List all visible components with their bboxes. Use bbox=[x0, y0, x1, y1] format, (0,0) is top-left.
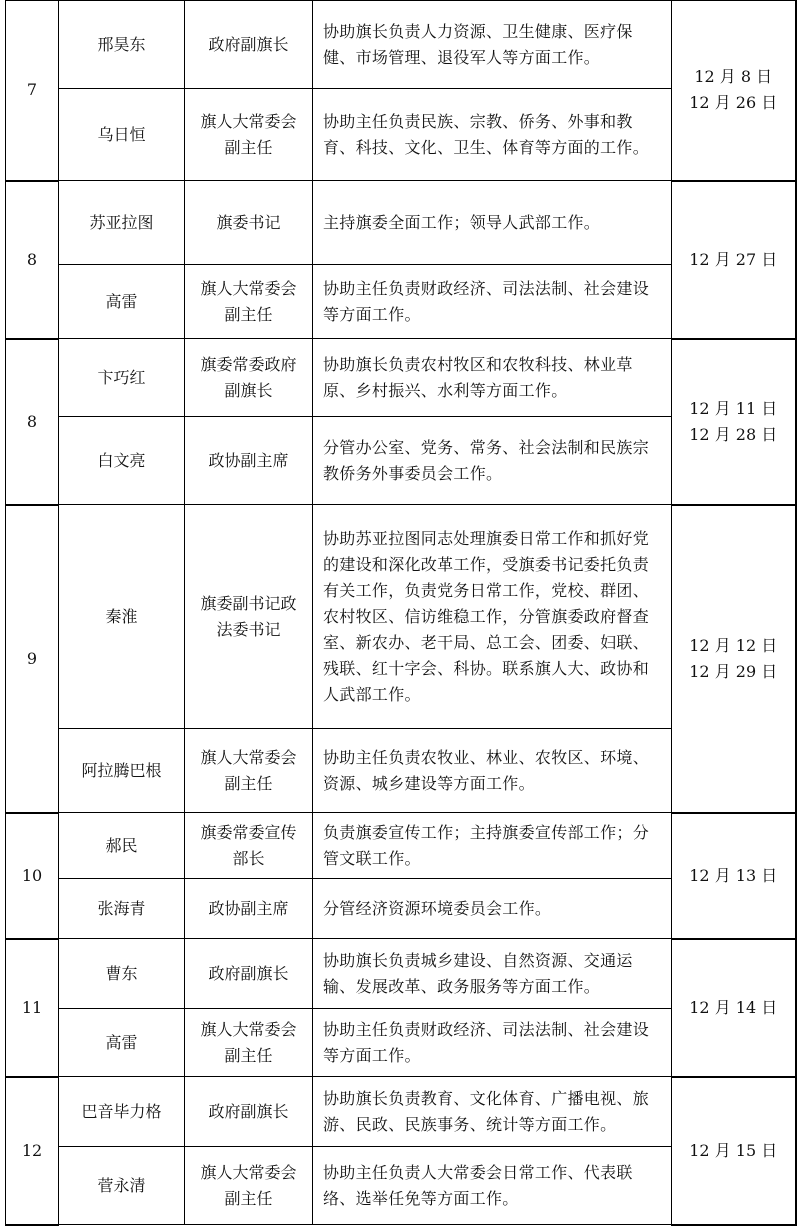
member-name: 曹东 bbox=[59, 939, 185, 1009]
group-number: 12 bbox=[6, 1077, 59, 1225]
member-name: 郝民 bbox=[59, 813, 185, 879]
member-duties: 协助主任负责财政经济、司法法制、社会建设等方面工作。 bbox=[313, 265, 672, 339]
member-position: 旗人大常委会副主任 bbox=[185, 265, 313, 339]
member-duties: 协助主任负责人大常委会日常工作、代表联络、选举任免等方面工作。 bbox=[313, 1147, 672, 1225]
schedule-row bbox=[6, 181, 796, 265]
member-position: 旗委常委政府副旗长 bbox=[185, 339, 313, 417]
member-position: 旗人大常委会副主任 bbox=[185, 89, 313, 181]
schedule-row bbox=[6, 1077, 796, 1147]
group-number: 11 bbox=[6, 939, 59, 1077]
member-position: 政府副旗长 bbox=[185, 1, 313, 89]
member-name: 乌日恒 bbox=[59, 89, 185, 181]
member-duties: 分管经济资源环境委员会工作。 bbox=[313, 879, 672, 939]
member-position: 旗委常委宣传部长 bbox=[185, 813, 313, 879]
duty-dates: 12 月 14 日 bbox=[672, 939, 796, 1077]
schedule-row bbox=[6, 939, 796, 1009]
member-name: 菅永清 bbox=[59, 1147, 185, 1225]
member-duties: 协助旗长负责农村牧区和农牧科技、林业草原、乡村振兴、水利等方面工作。 bbox=[313, 339, 672, 417]
member-duties: 协助主任负责民族、宗教、侨务、外事和教育、科技、文化、卫生、体育等方面的工作。 bbox=[313, 89, 672, 181]
member-name: 秦淮 bbox=[59, 505, 185, 729]
member-duties: 协助旗长负责人力资源、卫生健康、医疗保健、市场管理、退役军人等方面工作。 bbox=[313, 1, 672, 89]
group-number: 10 bbox=[6, 813, 59, 939]
schedule-row bbox=[6, 339, 796, 417]
member-position: 旗人大常委会副主任 bbox=[185, 1009, 313, 1077]
duty-dates: 12 月 11 日 12 月 28 日 bbox=[672, 339, 796, 505]
member-duties: 协助苏亚拉图同志处理旗委日常工作和抓好党的建设和深化改革工作，受旗委书记委托负责有关工作，负责党务日常工作，党校、群团、农村牧区、信访维稳工作，分管旗委政府督查室、新农办、老干局、总工会、团委、妇联、残联、红十字会、科协。联系旗人大、政协和人武部工作。 bbox=[313, 505, 672, 729]
member-duties: 主持旗委全面工作；领导人武部工作。 bbox=[313, 181, 672, 265]
member-duties: 协助主任负责财政经济、司法法制、社会建设等方面工作。 bbox=[313, 1009, 672, 1077]
member-duties: 分管办公室、党务、常务、社会法制和民族宗教侨务外事委员会工作。 bbox=[313, 417, 672, 505]
duty-dates: 12 月 27 日 bbox=[672, 181, 796, 339]
member-duties: 协助主任负责农牧业、林业、农牧区、环境、资源、城乡建设等方面工作。 bbox=[313, 729, 672, 813]
duty-dates: 12 月 13 日 bbox=[672, 813, 796, 939]
member-duties: 协助旗长负责教育、文化体育、广播电视、旅游、民政、民族事务、统计等方面工作。 bbox=[313, 1077, 672, 1147]
duty-dates: 12 月 8 日 12 月 26 日 bbox=[672, 1, 796, 181]
group-number: 8 bbox=[6, 339, 59, 505]
schedule-row bbox=[6, 505, 796, 729]
member-name: 高雷 bbox=[59, 1009, 185, 1077]
member-name: 张海青 bbox=[59, 879, 185, 939]
duty-schedule-table bbox=[5, 0, 797, 1226]
group-number: 8 bbox=[6, 181, 59, 339]
group-number: 7 bbox=[6, 1, 59, 181]
member-position: 旗人大常委会副主任 bbox=[185, 1147, 313, 1225]
member-position: 政府副旗长 bbox=[185, 1077, 313, 1147]
duty-dates: 12 月 12 日 12 月 29 日 bbox=[672, 505, 796, 813]
member-position: 旗委副书记政法委书记 bbox=[185, 505, 313, 729]
member-name: 邢昊东 bbox=[59, 1, 185, 89]
member-position: 政府副旗长 bbox=[185, 939, 313, 1009]
member-position: 旗委书记 bbox=[185, 181, 313, 265]
member-name: 阿拉腾巴根 bbox=[59, 729, 185, 813]
member-position: 旗人大常委会副主任 bbox=[185, 729, 313, 813]
schedule-row bbox=[6, 1, 796, 89]
member-name: 卞巧红 bbox=[59, 339, 185, 417]
member-name: 白文亮 bbox=[59, 417, 185, 505]
member-duties: 协助旗长负责城乡建设、自然资源、交通运输、发展改革、政务服务等方面工作。 bbox=[313, 939, 672, 1009]
schedule-row bbox=[6, 813, 796, 879]
member-duties: 负责旗委宣传工作；主持旗委宣传部工作；分管文联工作。 bbox=[313, 813, 672, 879]
member-name: 苏亚拉图 bbox=[59, 181, 185, 265]
member-name: 高雷 bbox=[59, 265, 185, 339]
group-number: 9 bbox=[6, 505, 59, 813]
member-name: 巴音毕力格 bbox=[59, 1077, 185, 1147]
schedule-body bbox=[6, 1, 796, 1225]
member-position: 政协副主席 bbox=[185, 417, 313, 505]
duty-dates: 12 月 15 日 bbox=[672, 1077, 796, 1225]
member-position: 政协副主席 bbox=[185, 879, 313, 939]
